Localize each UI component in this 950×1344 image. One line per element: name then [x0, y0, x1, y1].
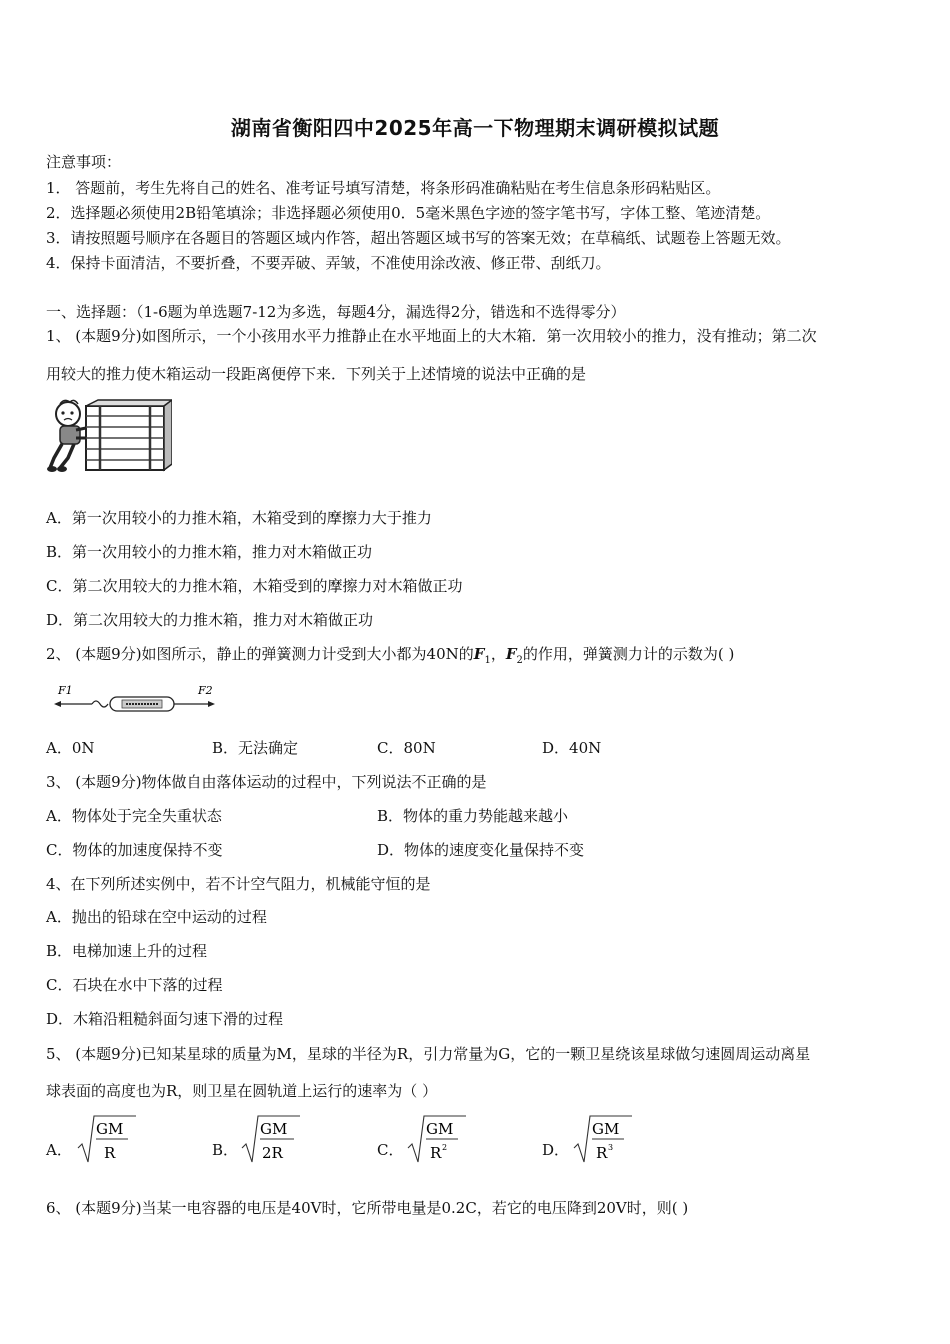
question-3-option: A．物体处于完全失重状态 — [46, 807, 222, 825]
notice-item: 1． 答题前，考生先将自己的姓名、准考证号填写清楚，将条形码准确粘贴在考生信息条形码粘贴区。 — [46, 179, 721, 197]
formula-numerator: GM — [96, 1120, 124, 1138]
question-6-stem: 6、 (本题9分)当某一电容器的电压是40V时，它所带电量是0.2C，若它的电压降到20V时，则( ) — [46, 1199, 689, 1217]
notice-item: 4．保持卡面清洁，不要折叠，不要弄破、弄皱，不准使用涂改液、修正带、刮纸刀。 — [46, 254, 611, 272]
question-1-option: C．第二次用较大的力推木箱，木箱受到的摩擦力对木箱做正功 — [46, 577, 463, 595]
question-4-option: B．电梯加速上升的过程 — [46, 942, 208, 960]
question-3-option: C．物体的加速度保持不变 — [46, 841, 223, 859]
question-5-option-label: C． — [377, 1141, 404, 1159]
question-3-option: B．物体的重力势能越来越小 — [377, 807, 569, 825]
question-2-option: B．无法确定 — [212, 739, 299, 757]
question-2-stem-separator: ， — [490, 645, 506, 663]
question-2-stem-part: 2、 (本题9分)如图所示，静止的弹簧测力计受到大小都为40N的 — [46, 645, 474, 663]
question-1-stem: 用较大的推力使木箱运动一段距离便停下来．下列关于上述情境的说法中正确的是 — [46, 365, 587, 383]
question-1-option: D．第二次用较大的力推木箱，推力对木箱做正功 — [46, 611, 374, 629]
formula-sqrt-gm-over-r-squared — [406, 1114, 468, 1166]
formula-denominator: R — [596, 1144, 608, 1162]
formula-numerator: GM — [592, 1120, 620, 1138]
spring-balance-figure — [52, 682, 218, 718]
notice-heading: 注意事项： — [46, 153, 122, 171]
question-2-option: D．40N — [542, 739, 602, 757]
force-f2-symbol: F — [505, 645, 517, 663]
formula-numerator: GM — [426, 1120, 454, 1138]
question-5-stem: 5、 (本题9分)已知某星球的质量为M，星球的半径为R，引力常量为G，它的一颗卫星绕该星球做匀速圆周运动离星 — [46, 1045, 811, 1063]
formula-denominator: 2R — [262, 1144, 283, 1162]
force-f1-subscript: 1 — [484, 655, 491, 666]
formula-exponent: 2 — [442, 1143, 448, 1152]
formula-exponent: 3 — [608, 1143, 614, 1152]
question-4-stem: 4、在下列所述实例中，若不计空气阻力，机械能守恒的是 — [46, 875, 431, 893]
question-1-option: A．第一次用较小的力推木箱，木箱受到的摩擦力大于推力 — [46, 509, 432, 527]
question-1-stem: 1、 (本题9分)如图所示，一个小孩用水平力推静止在水平地面上的大木箱．第一次用较小的推力，没有推动；第二次 — [46, 327, 817, 345]
force-f1-symbol: F — [473, 645, 485, 663]
f2-figure-label: F2 — [198, 684, 213, 697]
question-4-option: C．石块在水中下落的过程 — [46, 976, 223, 994]
question-1-option: B．第一次用较小的力推木箱，推力对木箱做正功 — [46, 543, 373, 561]
question-2-option: A．0N — [46, 739, 95, 757]
question-5-option-label: D． — [542, 1141, 570, 1159]
child-pushing-box-figure — [46, 398, 172, 474]
page-title: 湖南省衡阳四中2025年高一下物理期末调研模拟试题 — [230, 116, 720, 140]
question-5-options — [46, 1114, 906, 1166]
question-4-option: D．木箱沿粗糙斜面匀速下滑的过程 — [46, 1010, 284, 1028]
question-5-option-label: B． — [212, 1141, 239, 1159]
formula-denominator: R — [430, 1144, 442, 1162]
notice-item: 3．请按照题号顺序在各题目的答题区域内作答，超出答题区域书写的答案无效；在草稿纸、试题卷上答题无效。 — [46, 229, 791, 247]
question-3-stem: 3、 (本题9分)物体做自由落体运动的过程中，下列说法不正确的是 — [46, 773, 487, 791]
f1-figure-label: F1 — [58, 684, 73, 697]
force-f2-subscript: 2 — [516, 655, 523, 666]
question-2-stem-part: 的作用，弹簧测力计的示数为( ) — [522, 645, 735, 663]
formula-sqrt-gm-over-r — [76, 1114, 138, 1166]
question-3-option: D．物体的速度变化量保持不变 — [377, 841, 585, 859]
formula-numerator: GM — [260, 1120, 288, 1138]
question-2-stem — [46, 644, 734, 671]
section-heading: 一、选择题：（1-6题为单选题7-12为多选，每题4分，漏选得2分，错选和不选得零分） — [46, 303, 626, 321]
question-4-option: A．抛出的铅球在空中运动的过程 — [46, 908, 267, 926]
question-5-option-label: A． — [46, 1141, 72, 1159]
formula-sqrt-gm-over-2r — [240, 1114, 302, 1166]
question-2-option: C．80N — [377, 739, 436, 757]
notice-item: 2．选择题必须使用2B铅笔填涂；非选择题必须使用0．5毫米黑色字迹的签字笔书写，字体工整、笔迹清楚。 — [46, 204, 771, 222]
question-5-stem: 球表面的高度也为R，则卫星在圆轨道上运行的速率为（ ） — [46, 1082, 438, 1100]
formula-sqrt-gm-over-r-cubed — [572, 1114, 634, 1166]
formula-denominator: R — [104, 1144, 116, 1162]
